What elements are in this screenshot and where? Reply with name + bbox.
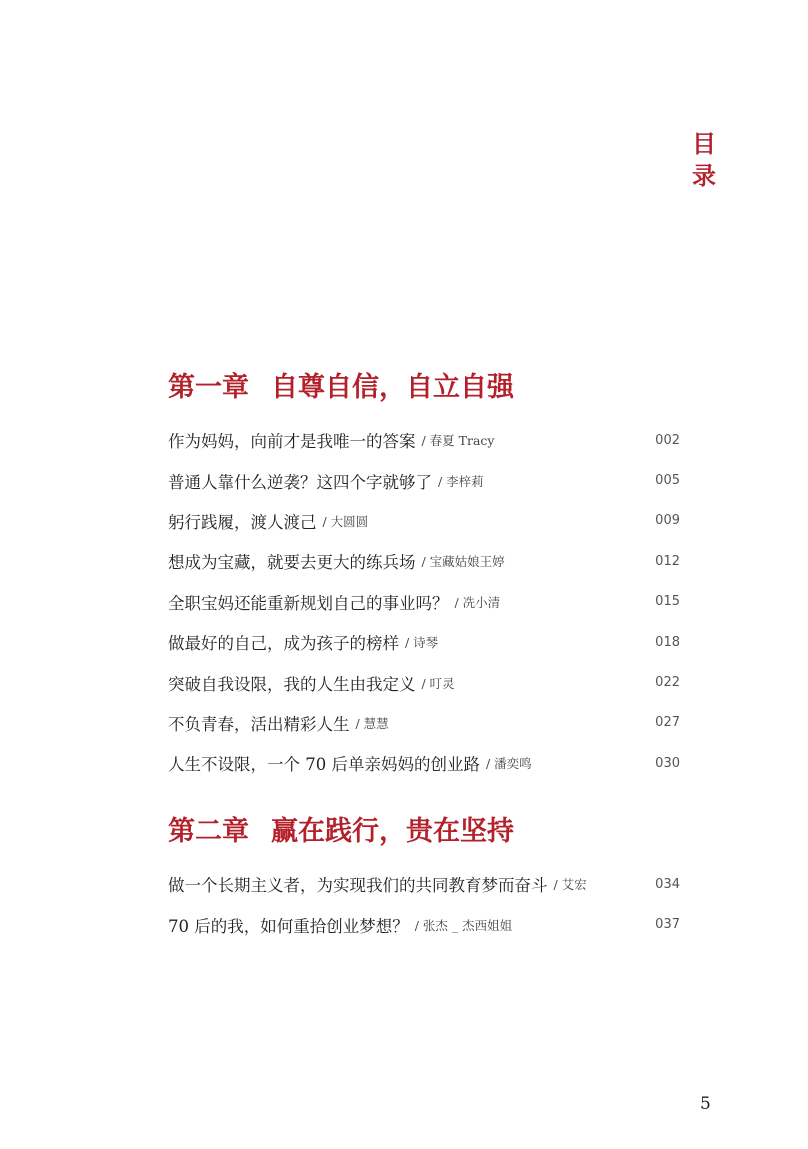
- entry-author: / 艾宏: [553, 877, 587, 893]
- entry-page: 034: [655, 876, 680, 892]
- entry-author: / 宝藏姑娘王婷: [421, 554, 505, 570]
- entry-title: 想成为宝藏，就要去更大的练兵场: [168, 553, 416, 573]
- toc-title: [688, 128, 720, 192]
- entry-title: 普通人靠什么逆袭？这四个字就够了: [168, 472, 432, 492]
- entry-title: 做最好的自己，成为孩子的榜样: [168, 634, 399, 654]
- chapter-1: [168, 370, 688, 784]
- entry-title: 不负青春，活出精彩人生: [168, 714, 350, 734]
- entry-title: 作为妈妈，向前才是我唯一的答案: [168, 432, 416, 452]
- chapter-heading: [168, 370, 688, 406]
- toc-entry[interactable]: [168, 864, 688, 904]
- toc-entry[interactable]: [168, 904, 688, 944]
- toc-title-char: 目: [692, 130, 716, 158]
- toc-entry[interactable]: [168, 622, 688, 662]
- toc-entry[interactable]: [168, 743, 688, 783]
- entry-list: [168, 420, 688, 784]
- toc-entry[interactable]: [168, 420, 688, 460]
- entry-page: 005: [655, 473, 680, 489]
- toc-entry[interactable]: [168, 582, 688, 622]
- toc-entry[interactable]: [168, 703, 688, 743]
- entry-page: 012: [655, 553, 680, 569]
- entry-author: / 大圆圆: [322, 513, 369, 529]
- entry-author: / 春夏 Tracy: [421, 433, 495, 449]
- entry-title: 做一个长期主义者，为实现我们的共同教育梦而奋斗: [168, 876, 548, 896]
- chapter-title: 自尊自信，自立自强: [271, 372, 514, 403]
- entry-title: 人生不设限，一个 70 后单亲妈妈的创业路: [168, 755, 480, 775]
- entry-author: / 叮灵: [421, 675, 455, 691]
- toc-entry[interactable]: [168, 662, 688, 702]
- entry-author: / 慧慧: [355, 715, 389, 731]
- entry-page: 018: [655, 634, 680, 650]
- entry-page: 037: [655, 917, 680, 933]
- entry-list: [168, 864, 688, 945]
- chapter-number: 第二章: [168, 816, 249, 847]
- entry-title: 躬行践履，渡人渡己: [168, 512, 317, 532]
- entry-author: / 张杰 _ 杰西姐姐: [414, 917, 513, 933]
- chapter-heading: [168, 814, 688, 850]
- entry-author: / 潘奕鸣: [486, 756, 532, 772]
- toc-entry[interactable]: [168, 501, 688, 541]
- entry-author: / 李梓莉: [438, 473, 484, 489]
- toc-title-char: 录: [692, 162, 716, 190]
- toc-entry[interactable]: [168, 541, 688, 581]
- entry-page: 022: [655, 675, 680, 691]
- entry-page: 015: [655, 594, 680, 610]
- page-number: 5: [700, 1094, 711, 1114]
- entry-author: / 诗琴: [405, 635, 439, 651]
- entry-title: 全职宝妈还能重新规划自己的事业吗？: [168, 593, 449, 613]
- entry-title: 70 后的我，如何重拾创业梦想？: [168, 916, 409, 936]
- entry-author: / 冼小清: [454, 594, 501, 610]
- entry-title: 突破自我设限，我的人生由我定义: [168, 674, 416, 694]
- entry-page: 009: [655, 513, 680, 529]
- chapter-2: [168, 814, 688, 945]
- entry-page: 027: [655, 715, 680, 731]
- toc-entry[interactable]: [168, 460, 688, 500]
- entry-page: 002: [655, 432, 680, 448]
- chapter-title: 赢在践行，贵在坚持: [271, 816, 514, 847]
- entry-page: 030: [655, 755, 680, 771]
- chapter-number: 第一章: [168, 372, 249, 403]
